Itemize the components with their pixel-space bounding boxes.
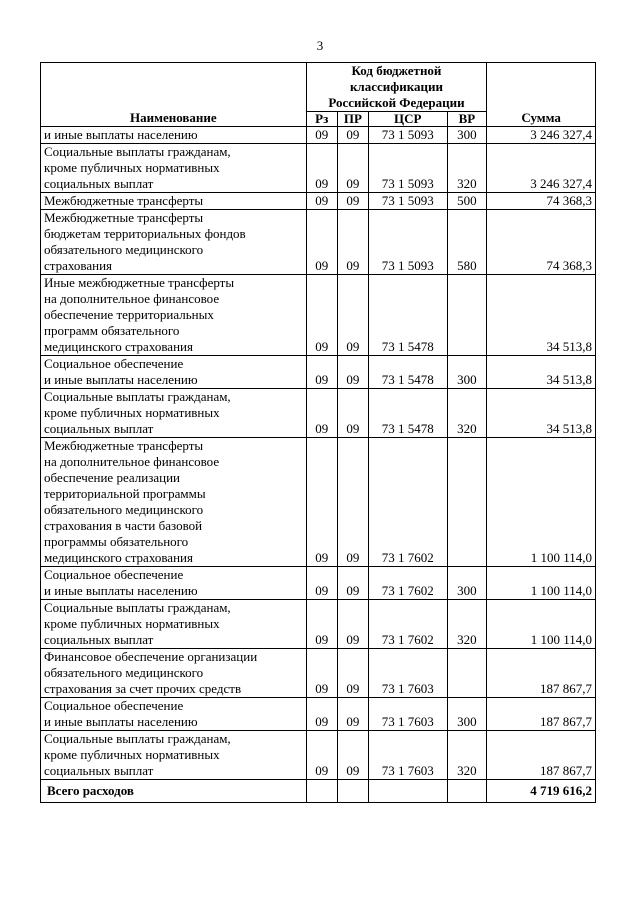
row-name: Социальные выплаты гражданам, кроме публичных нормативных социальных выплат: [41, 731, 307, 780]
row-name: Финансовое обеспечение организации обязательного медицинского страхования за счет прочих средств: [41, 649, 307, 698]
table-row: [41, 438, 596, 567]
row-pr: 09: [337, 144, 368, 193]
row-pr: 09: [337, 438, 368, 567]
row-sum: 1 100 114,0: [487, 600, 596, 649]
row-name: Межбюджетные трансферты бюджетам территориальных фондов обязательного медицинского страхования: [41, 210, 307, 275]
row-csr: 73 1 7603: [369, 698, 448, 731]
row-vr: 580: [447, 210, 487, 275]
row-pr: 09: [337, 127, 368, 144]
row-pr: 09: [337, 193, 368, 210]
row-csr: 73 1 5093: [369, 127, 448, 144]
table-row: [41, 144, 596, 193]
total-row: [41, 780, 596, 803]
row-csr: 73 1 7603: [369, 731, 448, 780]
row-sum: 1 100 114,0: [487, 567, 596, 600]
row-rz: 09: [306, 210, 337, 275]
row-csr: 73 1 5093: [369, 210, 448, 275]
row-rz: 09: [306, 193, 337, 210]
header-code-group-label: Код бюджетной классификации Российской Федерации: [328, 63, 465, 110]
total-empty-rz: [306, 780, 337, 803]
table-row: [41, 698, 596, 731]
row-pr: 09: [337, 600, 368, 649]
table-row: [41, 127, 596, 144]
row-csr: 73 1 5478: [369, 389, 448, 438]
table-row: [41, 356, 596, 389]
row-rz: 09: [306, 356, 337, 389]
row-rz: 09: [306, 649, 337, 698]
row-sum: 34 513,8: [487, 356, 596, 389]
row-pr: 09: [337, 356, 368, 389]
header-vr: ВР: [447, 112, 487, 127]
table-header: [41, 63, 596, 127]
row-vr: 320: [447, 144, 487, 193]
header-pr: ПР: [337, 112, 368, 127]
row-name: Социальные выплаты гражданам, кроме публичных нормативных социальных выплат: [41, 600, 307, 649]
row-sum: 74 368,3: [487, 210, 596, 275]
table-row: [41, 567, 596, 600]
row-name: Межбюджетные трансферты на дополнительное финансовое обеспечение реализации территориальной программы обязательного медицинского страхования в части базовой программы обязательного медицинского страхования: [41, 438, 307, 567]
row-vr: [447, 275, 487, 356]
table-body: [41, 127, 596, 780]
row-csr: 73 1 7602: [369, 600, 448, 649]
row-rz: 09: [306, 438, 337, 567]
row-sum: 74 368,3: [487, 193, 596, 210]
row-pr: 09: [337, 567, 368, 600]
row-name: Социальное обеспечение и иные выплаты населению: [41, 567, 307, 600]
row-sum: 34 513,8: [487, 275, 596, 356]
page-number: 3: [316, 38, 324, 53]
header-sum: Сумма: [487, 63, 596, 127]
row-name: Социальные выплаты гражданам, кроме публичных нормативных социальных выплат: [41, 144, 307, 193]
header-code-group: [306, 63, 487, 112]
row-sum: 34 513,8: [487, 389, 596, 438]
table-row: [41, 210, 596, 275]
row-sum: 3 246 327,4: [487, 144, 596, 193]
total-empty-vr: [447, 780, 487, 803]
row-pr: 09: [337, 698, 368, 731]
table-row: [41, 649, 596, 698]
table-row: [41, 600, 596, 649]
total-empty-pr: [337, 780, 368, 803]
table-row: [41, 731, 596, 780]
row-csr: 73 1 5478: [369, 356, 448, 389]
row-rz: 09: [306, 127, 337, 144]
row-csr: 73 1 5093: [369, 144, 448, 193]
row-vr: 300: [447, 567, 487, 600]
row-vr: [447, 438, 487, 567]
table-row: [41, 275, 596, 356]
row-vr: 320: [447, 389, 487, 438]
row-sum: 187 867,7: [487, 698, 596, 731]
row-name: Иные межбюджетные трансферты на дополнительное финансовое обеспечение территориальных программ обязательного медицинского страхования: [41, 275, 307, 356]
row-pr: 09: [337, 731, 368, 780]
table-row: [41, 193, 596, 210]
row-pr: 09: [337, 210, 368, 275]
row-rz: 09: [306, 144, 337, 193]
row-rz: 09: [306, 275, 337, 356]
header-csr: ЦСР: [369, 112, 448, 127]
row-csr: 73 1 7603: [369, 649, 448, 698]
header-rz: Рз: [306, 112, 337, 127]
row-name: Социальные выплаты гражданам, кроме публичных нормативных социальных выплат: [41, 389, 307, 438]
row-csr: 73 1 7602: [369, 438, 448, 567]
row-pr: 09: [337, 649, 368, 698]
budget-table: [40, 62, 596, 803]
row-vr: 320: [447, 731, 487, 780]
row-csr: 73 1 5478: [369, 275, 448, 356]
row-name: и иные выплаты населению: [41, 127, 307, 144]
row-rz: 09: [306, 698, 337, 731]
row-sum: 3 246 327,4: [487, 127, 596, 144]
total-empty-csr: [369, 780, 448, 803]
row-vr: 300: [447, 127, 487, 144]
row-vr: 300: [447, 698, 487, 731]
row-rz: 09: [306, 389, 337, 438]
row-vr: 300: [447, 356, 487, 389]
row-csr: 73 1 7602: [369, 567, 448, 600]
row-rz: 09: [306, 731, 337, 780]
row-rz: 09: [306, 567, 337, 600]
row-name: Межбюджетные трансферты: [41, 193, 307, 210]
row-sum: 187 867,7: [487, 649, 596, 698]
header-name: Наименование: [41, 63, 307, 127]
row-rz: 09: [306, 600, 337, 649]
row-vr: 320: [447, 600, 487, 649]
table-row: [41, 389, 596, 438]
row-name: Социальное обеспечение и иные выплаты населению: [41, 698, 307, 731]
total-label: Всего расходов: [41, 780, 307, 803]
row-name: Социальное обеспечение и иные выплаты населению: [41, 356, 307, 389]
row-vr: [447, 649, 487, 698]
row-vr: 500: [447, 193, 487, 210]
total-sum: 4 719 616,2: [487, 780, 596, 803]
row-sum: 1 100 114,0: [487, 438, 596, 567]
row-pr: 09: [337, 389, 368, 438]
row-sum: 187 867,7: [487, 731, 596, 780]
row-csr: 73 1 5093: [369, 193, 448, 210]
row-pr: 09: [337, 275, 368, 356]
